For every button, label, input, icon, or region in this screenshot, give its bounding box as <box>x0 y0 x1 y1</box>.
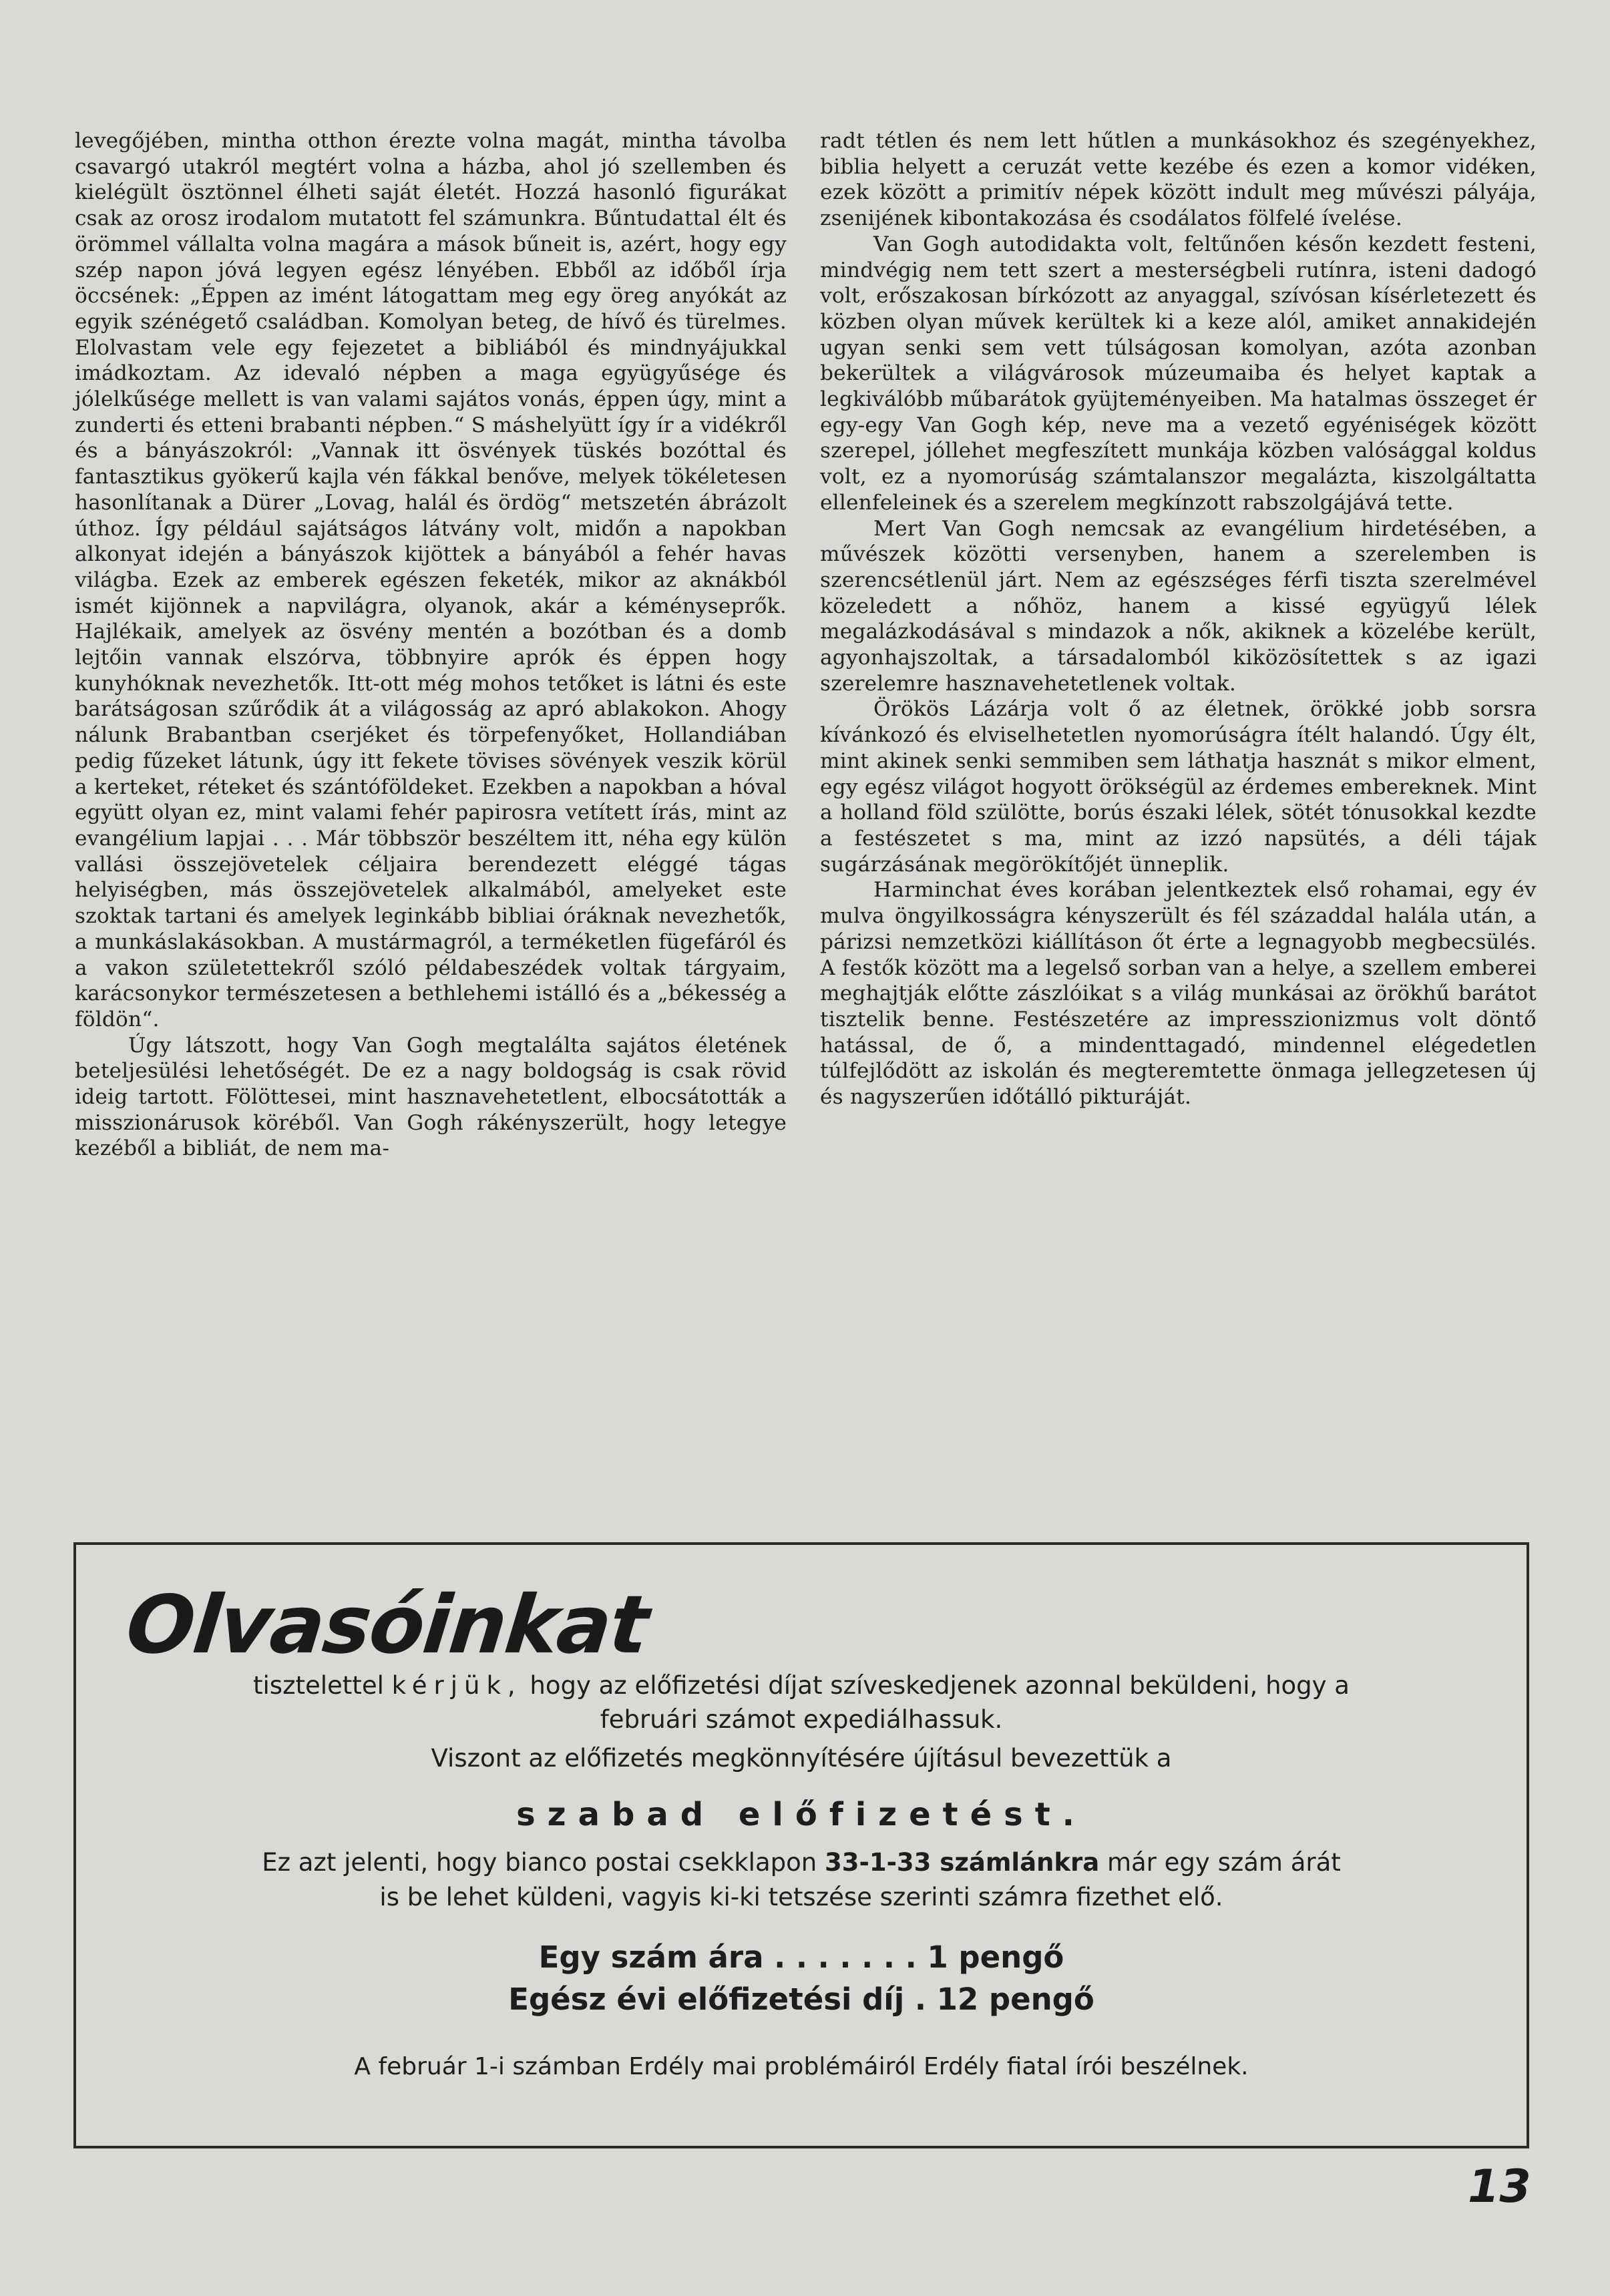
notice-line-1-rest: hogy az előfizetési díjat szíveskedjenek azonnal beküldeni, hogy a <box>530 1671 1350 1700</box>
article-paragraph: Örökös Lázárja volt ő az életnek, örökké jobb sorsra kívánkozó és elviselhetetlen nyomorúságra ítélt halandó. Úgy élt, mint akinek senki semmiben sem láthatja hasznát s mikor elment, egy egész világot hogyott örökségül az érdemes embereknek. Mint a holland föld szülötte, borús északi lélek, sötét tónusokkal kezdte a festészetet s ma, mint az izzó napsütés, a déli tájak sugárzásának megörökítőjét ünneplik. <box>820 697 1537 877</box>
notice-free-subscription: szabad előfizetést. <box>516 1796 1086 1833</box>
notice-intro: tisztelettel <box>253 1671 384 1700</box>
price-year-value: 12 pengő <box>936 1982 1094 2017</box>
notice-brand-title: Olvasóinkat <box>122 1579 652 1672</box>
notice-line-3: Viszont az előfizetés megkönnyítésére újításul bevezettük a <box>431 1744 1172 1773</box>
account-number: 33-1-33 számlánkra <box>824 1848 1100 1877</box>
price-single-value: 1 pengő <box>927 1939 1064 1975</box>
notice-line-5-post: már egy szám árát <box>1106 1848 1341 1877</box>
price-year-label: Egész évi előfizetési díj . <box>508 1982 926 2017</box>
price-yearly <box>73 1982 1529 2017</box>
article-paragraph: levegőjében, mintha otthon érezte volna magát, mintha távolba csavargó utakról megtért volna a házba, ahol jó szellemben és kielégült ösztönnel élheti saját életét. Hozzá hasonló figurákat csak az orosz irodalom mutatott fel számunkra. Bűntudattal élt és örömmel vállalta volna magára a mások bűneit is, azért, hogy egy szép napon jóvá legyen egész lényében. Ebből az időből írja öccsének: „Éppen az imént látogattam meg egy öreg anyókát az egyik szénégető családban. Komolyan beteg, de hívő és türelmes. Elolvastam vele egy fejezetet a bibliából és mindnyájukkal imádkoztam. Az idevaló népben a maga együgyűsége és jólelkűsége mellett is van valami sajátos vonás, éppen úgy, mint a zunderti és etteni brabanti népben.“ S máshelyütt így ír a vidékről és a bányászokról: „Vannak itt ösvények tüskés bozóttal és fantasztikus gyökerű kajla vén fákkal benőve, melyek tökéletesen hasonlítanak a Dürer „Lovag, halál és ördög“ metszetén ábrázolt úthoz. Így például sajátságos látvány volt, midőn a napokban alkonyat idején a bányászok kijöttek a bányából a fehér havas világba. Ezek az emberek egészen feketék, mikor az aknákból ismét kijönnek a napvilágra, olyanok, akár a kéményseprők. Hajlékaik, amelyek az ösvény mentén a bozótban és a domb lejtőin vannak elszórva, többnyire aprók és éppen hogy kunyhóknak nevezhetők. Itt-ott még mohos tetőket is látni és este barátságosan szűrődik át a világosság az apró ablakokon. Ahogy nálunk Brabantban cserjéket és törpefenyőket, Hollandiában pedig fűzeket látunk, úgy itt fekete tövises sövények veszik körül a kerteket, réteket és szántóföldeket. Ezekben a napokban a hóval együtt olyan ez, mint valami fehér papirosra vetített írás, mint az evangélium lapjai . . . Már többször beszéltem itt, néha egy külön vallási összejövetelek céljaira berendezett eléggé tágas helyiségben, más összejövetelek alkalmából, amelyeket este szoktak tartani és amelyek leginkább bibliai óráknak nevezhetők, a munkáslakásokban. A mustármagról, a terméketlen fügefáról és a vakon születettekről szóló példabeszédek voltak tárgyaim, karácsonykor természetesen a bethlehemi istálló és a „békesség a földön“. <box>75 129 787 1031</box>
article-paragraph: Úgy látszott, hogy Van Gogh megtalálta sajátos életének beteljesülési lehetőségét. De ez a nagy boldogság is csak rövid ideig tartott. Fölöttesei, mint hasznavehetetlent, elbocsátották a misszionárusok köréből. Van Gogh rákényszerült, hogy letegye kezéből a bibliát, de nem ma- <box>75 1033 787 1161</box>
price-single-issue <box>73 1939 1529 1975</box>
notice-line-5 <box>73 1848 1529 1877</box>
notice-line-6: is be lehet küldeni, vagyis ki-ki tetszése szerinti számra fizethet elő. <box>379 1883 1223 1911</box>
notice-footer-line: A február 1-i számban Erdély mai problémáiról Erdély fiatal írói beszélnek. <box>354 2053 1249 2080</box>
page-number: 13 <box>1468 2160 1531 2213</box>
article-paragraph: Mert Van Gogh nemcsak az evangélium hirdetésében, a művészek közötti versenyben, hanem a szerelemben is szerencsétlenül járt. Nem az egészséges férfi tiszta szerelmével közeledett a nőhöz, hanem a kissé együgyű lélek megalázkodásával s mindazok a nők, akiknek a közelébe került, agyonhajszoltak, a társadalomból kiközösítettek s az igazi szerelemre hasznavehetetlenek voltak. <box>820 516 1537 696</box>
price-single-label: Egy szám ára . . . . . . . <box>538 1939 917 1975</box>
notice-request-word: kérjük, <box>391 1671 522 1700</box>
article-paragraph: Harminchat éves korában jelentkeztek első rohamai, egy év mulva öngyilkosságra kényszerült és fél századdal halála után, a párizsi nemzetközi kiállításon őt érte a legnagyobb megbecsülés. A festők között ma a legelső sorban van a helye, a szellem emberei meghajtják előtte zászlóikat s a világ munkásai az örökhű barátot tisztelik benne. Festészetére az impresszionizmus volt döntő hatással, de ő, a mindenttagadó, mindennel elégedetlen túlfejlődött az iskolán és megteremtette önmaga jellegzetesen új és nagyszerűen időtálló pikturáját. <box>820 878 1537 1110</box>
article-paragraph: radt tétlen és nem lett hűtlen a munkásokhoz és szegényekhez, biblia helyett a ceruzát vette kezébe és ezen a komor vidéken, ezek között a primitív népek között indult meg művészi pályája, zsenijének kibontakozása és csodálatos fölfelé ívelése. <box>820 129 1537 231</box>
notice-line-1 <box>73 1671 1529 1700</box>
article-paragraph: Van Gogh autodidakta volt, feltűnően későn kezdett festeni, mindvégig nem tett szert a mesterségbeli rutínra, isteni dadogó volt, erőszakosan bírkózott az anyaggal, szívósan kísérletezett és közben olyan művek kerültek ki a keze alól, amiket annakidején ugyan senki sem vett túlságosan komolyan, azóta azonban bekerültek a világvárosok múzeumaiba és helyet kaptak a legkiválóbb műbarátok gyüjteményeiben. Ma hatalmas összeget ér egy-egy Van Gogh kép, neve ma a vezető egyéniségek között szerepel, jóllehet megfeszített munkája közben valósággal koldus volt, ez a nyomorúság számtalanszor megalázta, kiszolgáltatta ellenfeleinek és a szerelem megkínzott rabszolgájává tette. <box>820 232 1537 515</box>
notice-line-5-pre: Ez azt jelenti, hogy bianco postai csekklapon <box>262 1848 817 1877</box>
notice-line-2: februári számot expediálhassuk. <box>600 1705 1003 1734</box>
article-left-column <box>75 128 787 1162</box>
article-right-column <box>820 128 1537 1110</box>
